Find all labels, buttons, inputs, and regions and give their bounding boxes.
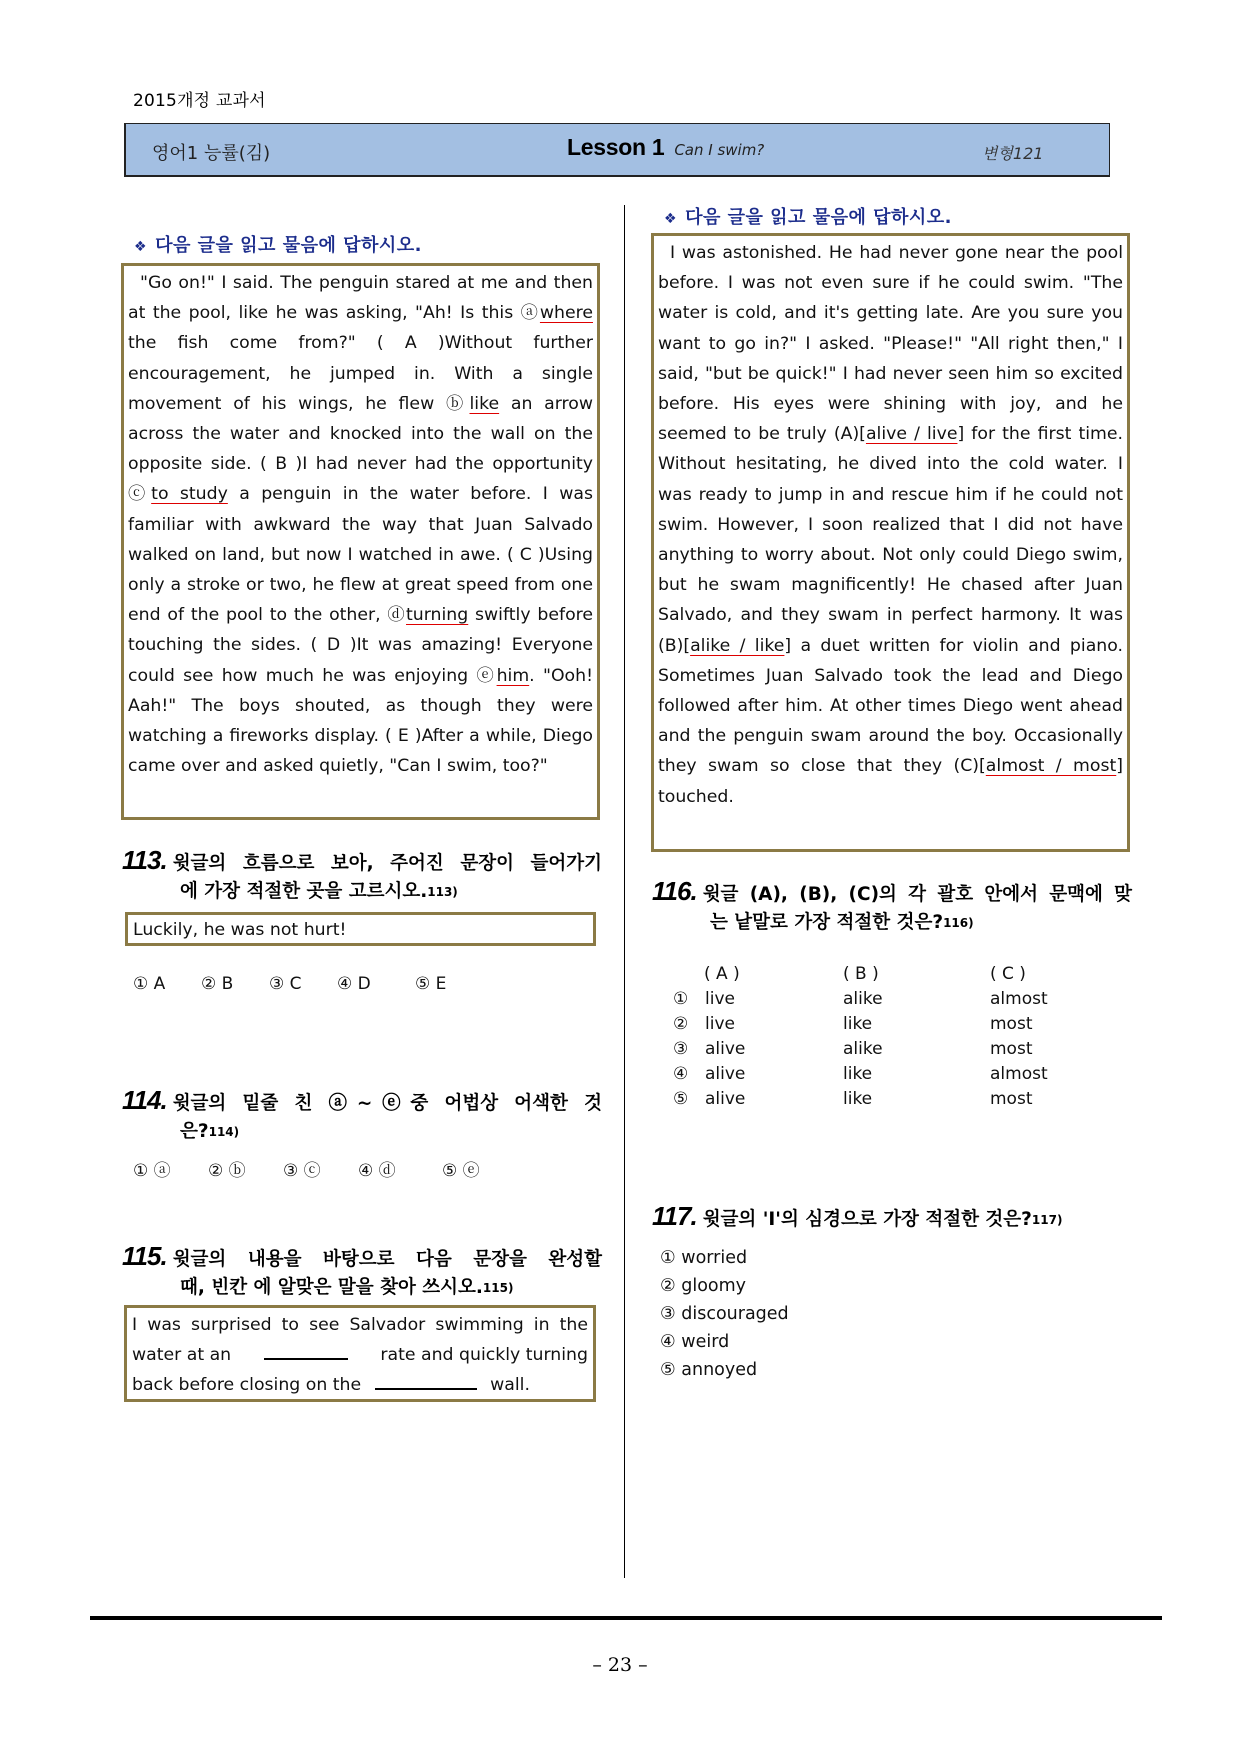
question-113	[122, 846, 602, 907]
choice-number: ①	[673, 989, 689, 1009]
choice-4[interactable]: ④ ⓓ	[358, 1161, 396, 1181]
completion-sentence-box	[124, 1305, 596, 1402]
footnote-ref: 116)	[943, 916, 974, 930]
document-label: 2015개정 교과서	[133, 91, 266, 111]
question-number: 117.	[652, 1201, 697, 1231]
diamond-bullet-icon: ❖	[134, 239, 148, 255]
cell-a: live	[705, 989, 735, 1009]
choice-5[interactable]: ⑤ annoyed	[660, 1360, 758, 1380]
bracket-choice-c: almost / most	[985, 756, 1117, 777]
completion-line-1: I was surprised to see Salvador swimming in the	[132, 1315, 588, 1335]
column-divider	[624, 205, 625, 1578]
diamond-bullet-icon: ❖	[664, 211, 678, 227]
footnote-ref: 117)	[1031, 1213, 1063, 1227]
line-text: rate and quickly turning	[380, 1345, 588, 1365]
blank-input-1[interactable]	[264, 1342, 348, 1360]
q113-choices	[133, 974, 446, 994]
cell-c: most	[990, 1039, 1033, 1059]
cell-b: like	[843, 1014, 873, 1034]
question-text: 윗글 (A), (B), (C)의 각 괄호 안에서 문맥에 맞	[702, 884, 1132, 905]
lesson-subtitle: Can I swim?	[674, 141, 765, 159]
choice-number: ④	[673, 1064, 689, 1084]
answer-row[interactable]	[673, 1039, 1113, 1064]
choice-3[interactable]: ③ C	[269, 974, 302, 994]
lesson-heading	[567, 134, 764, 161]
left-passage-box	[121, 263, 600, 820]
completion-line-3	[132, 1370, 588, 1400]
bracket-choice-b: alike / like	[690, 635, 785, 656]
cell-a: alive	[705, 1064, 746, 1084]
choice-2[interactable]: ② gloomy	[660, 1276, 747, 1296]
cell-b: like	[843, 1064, 873, 1084]
right-passage-box	[651, 233, 1130, 852]
question-text: 윗글의 흐름으로 보아, 주어진 문장이 들어가기	[172, 853, 602, 874]
question-text-cont: 때, 빈칸 에 알맞은 말을 찾아 쓰시오.	[180, 1277, 483, 1298]
underlined-c: to study	[151, 484, 228, 505]
subject-label: 영어1 능률(김)	[152, 143, 271, 164]
question-117	[652, 1202, 1062, 1235]
footnote-ref: 113)	[427, 885, 458, 899]
cell-c: almost	[990, 989, 1048, 1009]
q114-choices	[133, 1156, 480, 1181]
question-number: 113.	[122, 845, 167, 875]
column-header-a: ( A )	[704, 964, 740, 984]
instruction-text: 다음 글을 읽고 물음에 답하시오.	[155, 235, 423, 256]
column-header-b: ( B )	[843, 964, 879, 984]
choice-2[interactable]: ② ⓑ	[208, 1161, 246, 1181]
footnote-ref: 115)	[482, 1281, 514, 1295]
given-sentence-box	[125, 912, 596, 946]
instruction-text: 다음 글을 읽고 물음에 답하시오.	[685, 207, 953, 228]
choice-1[interactable]: ① A	[133, 974, 166, 994]
cell-a: alive	[705, 1089, 746, 1109]
left-instruction	[134, 231, 422, 257]
answer-row[interactable]	[673, 989, 1113, 1014]
choice-number: ③	[673, 1039, 689, 1059]
line-text: water at an	[132, 1345, 232, 1365]
question-114	[122, 1086, 602, 1147]
choice-3[interactable]: ③ ⓒ	[283, 1161, 321, 1181]
lesson-title-bar	[124, 123, 1110, 177]
lesson-number: Lesson 1	[567, 134, 665, 160]
question-text: 윗글의 밑줄 친 ⓐ~ⓔ중 어법상 어색한 것	[172, 1093, 602, 1114]
choice-4[interactable]: ④ weird	[660, 1332, 730, 1352]
underlined-d: turning	[406, 605, 469, 626]
answer-table-header	[673, 964, 1113, 989]
choice-5[interactable]: ⑤ ⓔ	[442, 1161, 480, 1181]
choice-2[interactable]: ② B	[201, 974, 234, 994]
line-text: wall.	[490, 1375, 530, 1395]
question-text-cont: 는 낱말로 가장 적절한 것은?	[710, 912, 944, 933]
cell-c: most	[990, 1089, 1033, 1109]
question-text-cont: 은?	[180, 1121, 209, 1142]
given-sentence: Luckily, he was not hurt!	[133, 920, 347, 940]
choice-3[interactable]: ③ discouraged	[660, 1304, 789, 1324]
cell-b: alike	[843, 989, 883, 1009]
question-number: 114.	[122, 1085, 167, 1115]
q117-choices	[660, 1244, 789, 1384]
underlined-a: where	[539, 303, 593, 324]
right-passage-text: I was astonished. He had never gone near the pool before. I was not even sure if he could swim. "The water is cold, and it's getting late. Are you sure you want to go in?" I asked. "Please!" "All right then," I said, "but be quick!" I had never seen him so excited before. His eyes were shining with joy, and he seemed to be truly (A)[alive / live] for the first time. Without hesitating, he dived into the cold water. I was ready to jump in and rescue him if he could not swim. However, I soon realized that I did not have anything to worry about. Not only could Diego swim, but he swam magnificently! He chased after Juan Salvado, and they swam in perfect harmony. It was (B)[alike / like] a duet written for violin and piano. Sometimes Juan Salvado took the lead and Diego followed after him. At other times Diego went ahead and the penguin swam around the boy. Occasionally they swam so close that they (C)[almost / most] touched.	[658, 243, 1123, 807]
question-text: 윗글의 내용을 바탕으로 다음 문장을 완성할	[172, 1249, 602, 1270]
choice-4[interactable]: ④ D	[337, 974, 371, 994]
question-115	[122, 1242, 602, 1303]
answer-row[interactable]	[673, 1064, 1113, 1089]
right-instruction	[664, 203, 952, 229]
answer-table	[673, 964, 1113, 1114]
cell-c: most	[990, 1014, 1033, 1034]
choice-1[interactable]: ① ⓐ	[133, 1161, 171, 1181]
choice-1[interactable]: ① worried	[660, 1248, 748, 1268]
line-text: back before closing on the	[132, 1375, 362, 1395]
blank-input-2[interactable]	[375, 1372, 477, 1390]
question-text-cont: 에 가장 적절한 곳을 고르시오.	[180, 881, 428, 902]
choice-number: ⑤	[673, 1089, 689, 1109]
question-number: 115.	[122, 1241, 167, 1271]
footnote-ref: 114)	[208, 1125, 240, 1139]
footer-rule	[90, 1616, 1162, 1620]
question-text: 윗글의 'I'의 심경으로 가장 적절한 것은?	[702, 1209, 1032, 1230]
answer-row[interactable]	[673, 1089, 1113, 1114]
completion-line-2	[132, 1340, 588, 1370]
question-116	[652, 877, 1132, 938]
cell-a: live	[705, 1014, 735, 1034]
column-header-c: ( C )	[990, 964, 1026, 984]
page-number: – 23 –	[592, 1654, 648, 1676]
left-passage-text: "Go on!" I said. The penguin stared at me and then at the pool, like he was asking, "Ah! Is this ⓐwhere the fish come from?" ( A )Without further encouragement, he jumped in. With a single movement of his wings, he flew ⓑlike an arrow across the water and knocked into the wall on the opposite side. ( B )I had never had the opportunity ⓒto study a penguin in the water before. I was familiar with awkward the way that Juan Salvado walked on land, but now I watched in awe. ( C )Using only a stroke or two, he flew at great speed from one end of the pool to the other, ⓓturning swiftly before touching the sides. ( D )It was amazing! Everyone could see how much he was enjoying ⓔhim. "Ooh! Aah!" The boys shouted, as though they were watching a fireworks display. ( E )After a while, Diego came over and asked quietly, "Can I swim, too?"	[128, 273, 593, 777]
variant-label: 변형121	[982, 144, 1044, 163]
cell-b: like	[843, 1089, 873, 1109]
cell-b: alike	[843, 1039, 883, 1059]
question-number: 116.	[652, 876, 697, 906]
choice-5[interactable]: ⑤ E	[415, 974, 447, 994]
choice-number: ②	[673, 1014, 689, 1034]
answer-row[interactable]	[673, 1014, 1113, 1039]
cell-c: almost	[990, 1064, 1048, 1084]
underlined-b: like	[469, 393, 500, 414]
underlined-e: him	[496, 665, 530, 686]
bracket-choice-a: alive / live	[865, 424, 958, 445]
cell-a: alive	[705, 1039, 746, 1059]
